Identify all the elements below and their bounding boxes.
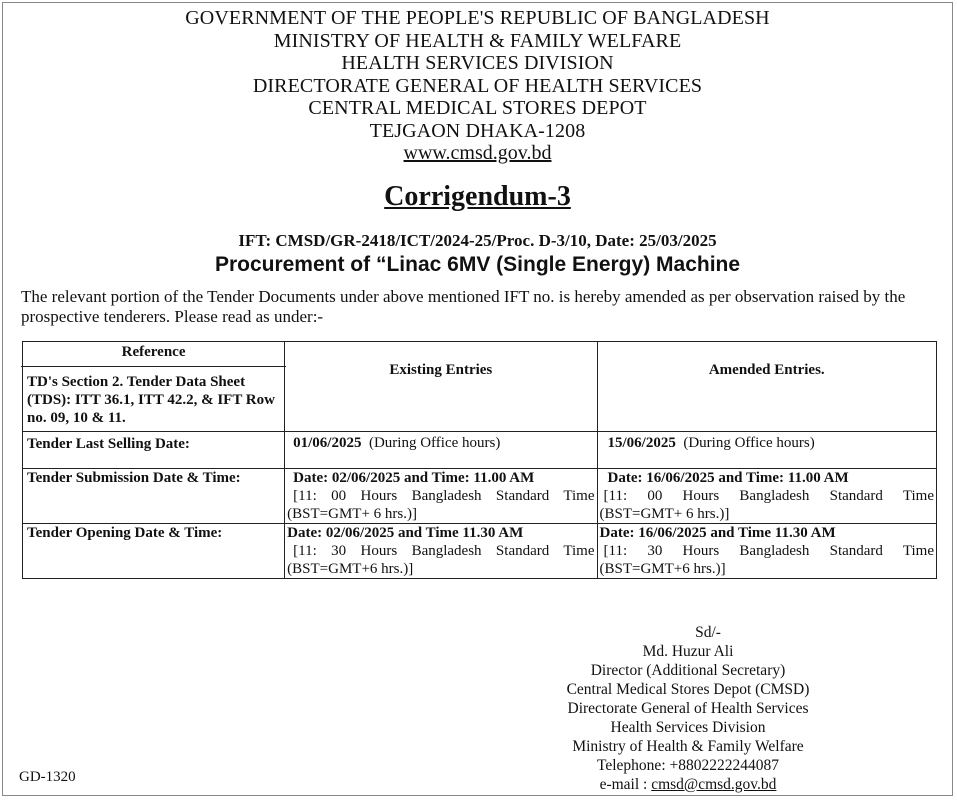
signature-sd: Sd/- xyxy=(695,624,721,641)
existing-selling-note: (During Office hours) xyxy=(368,435,501,451)
amended-opening-gmt: (BST=GMT+6 hrs.)] xyxy=(599,561,726,577)
header-line-ministry: MINISTRY OF HEALTH & FAMILY WELFARE xyxy=(273,29,682,52)
amended-submission-bst: [11: 00 Hours Bangladesh Standard Time xyxy=(603,488,934,504)
signatory-telephone: Telephone: +8802222244087 xyxy=(596,757,779,774)
amended-header-cell xyxy=(597,342,937,432)
signatory-name: Md. Huzur Ali xyxy=(642,643,734,660)
header-website-link[interactable]: www.cmsd.gov.bd xyxy=(403,142,552,164)
table-row xyxy=(23,432,937,469)
procurement-subject: Procurement of “Linac 6MV (Single Energy) Machine xyxy=(214,253,741,276)
existing-opening-bst: [11: 30 Hours Bangladesh Standard Time xyxy=(293,543,595,559)
amended-opening-bst: [11: 30 Hours Bangladesh Standard Time xyxy=(603,543,934,559)
header-line-government: GOVERNMENT OF THE PEOPLE'S REPUBLIC OF BANGLADESH xyxy=(185,7,770,29)
document-page xyxy=(2,2,953,796)
amended-submission-main: Date: 16/06/2025 and Time: 11.00 AM xyxy=(607,470,849,486)
email-label: e-mail : xyxy=(599,776,652,793)
amended-entries-header: Amended Entries. xyxy=(708,362,825,378)
signatory-designation: Director (Additional Secretary) xyxy=(590,662,786,679)
row-label-opening: Tender Opening Date & Time: xyxy=(23,524,285,579)
existing-selling-date-cell xyxy=(285,432,597,469)
amended-selling-date-cell xyxy=(597,432,937,469)
row-label-submission: Tender Submission Date & Time: xyxy=(23,469,285,524)
amended-opening-main: Date: 16/06/2025 and Time 11.30 AM xyxy=(599,525,836,541)
header-line-division: HEALTH SERVICES DIVISION xyxy=(341,52,614,74)
amended-submission-gmt: (BST=GMT+ 6 hrs.)] xyxy=(599,506,730,522)
letterhead xyxy=(3,7,952,164)
existing-opening-gmt: (BST=GMT+6 hrs.)] xyxy=(287,561,414,577)
header-line-directorate: DIRECTORATE GENERAL OF HEALTH SERVICES xyxy=(252,74,703,97)
signature-block xyxy=(543,623,833,794)
amended-selling-note: (During Office hours) xyxy=(683,435,815,451)
signatory-directorate: Directorate General of Health Services xyxy=(567,700,809,717)
amended-selling-date: 15/06/2025 xyxy=(607,435,676,451)
existing-entries-header: Existing Entries xyxy=(389,362,493,378)
ift-reference: IFT: CMSD/GR-2418/ICT/2024-25/Proc. D-3/10, Date: 25/03/2025 xyxy=(238,231,717,250)
table-row xyxy=(23,524,937,579)
document-title: Corrigendum-3 xyxy=(384,181,571,212)
footer-code: GD-1320 xyxy=(19,769,76,785)
table-row xyxy=(23,469,937,524)
existing-selling-date: 01/06/2025 xyxy=(293,435,362,451)
existing-header-cell xyxy=(285,342,597,432)
intro-paragraph: The relevant portion of the Tender Documents under above mentioned IFT no. is hereby amended as per observation raised by the prospective tenderers. Please read as under:- xyxy=(21,287,906,326)
existing-submission-gmt: (BST=GMT+ 6 hrs.)] xyxy=(287,506,417,522)
existing-submission-main: Date: 02/06/2025 and Time: 11.00 AM xyxy=(293,470,535,486)
amended-opening-cell xyxy=(597,524,937,579)
email-link[interactable]: cmsd@cmsd.gov.bd xyxy=(651,776,777,793)
signatory-office: Central Medical Stores Depot (CMSD) xyxy=(566,681,810,698)
existing-opening-main: Date: 02/06/2025 and Time 11.30 AM xyxy=(287,525,524,541)
reference-header-cell xyxy=(23,342,285,432)
signatory-ministry: Ministry of Health & Family Welfare xyxy=(572,738,804,755)
row-label-selling-date: Tender Last Selling Date: xyxy=(23,432,285,469)
amended-submission-cell xyxy=(597,469,937,524)
header-line-depot: CENTRAL MEDICAL STORES DEPOT xyxy=(308,97,647,119)
signatory-division: Health Services Division xyxy=(610,719,766,736)
header-line-address: TEJGAON DHAKA-1208 xyxy=(369,119,586,142)
existing-submission-bst: [11: 00 Hours Bangladesh Standard Time xyxy=(293,488,595,504)
table-header-row xyxy=(23,342,937,432)
amendment-table xyxy=(22,341,937,579)
reference-detail: TD's Section 2. Tender Data Sheet (TDS): ITT 36.1, ITT 42.2, & IFT Row no. 09, 10 & 11. xyxy=(27,374,275,426)
existing-submission-cell xyxy=(285,469,597,524)
existing-opening-cell xyxy=(285,524,597,579)
signatory-email-line xyxy=(543,775,833,794)
reference-header: Reference xyxy=(21,342,286,367)
